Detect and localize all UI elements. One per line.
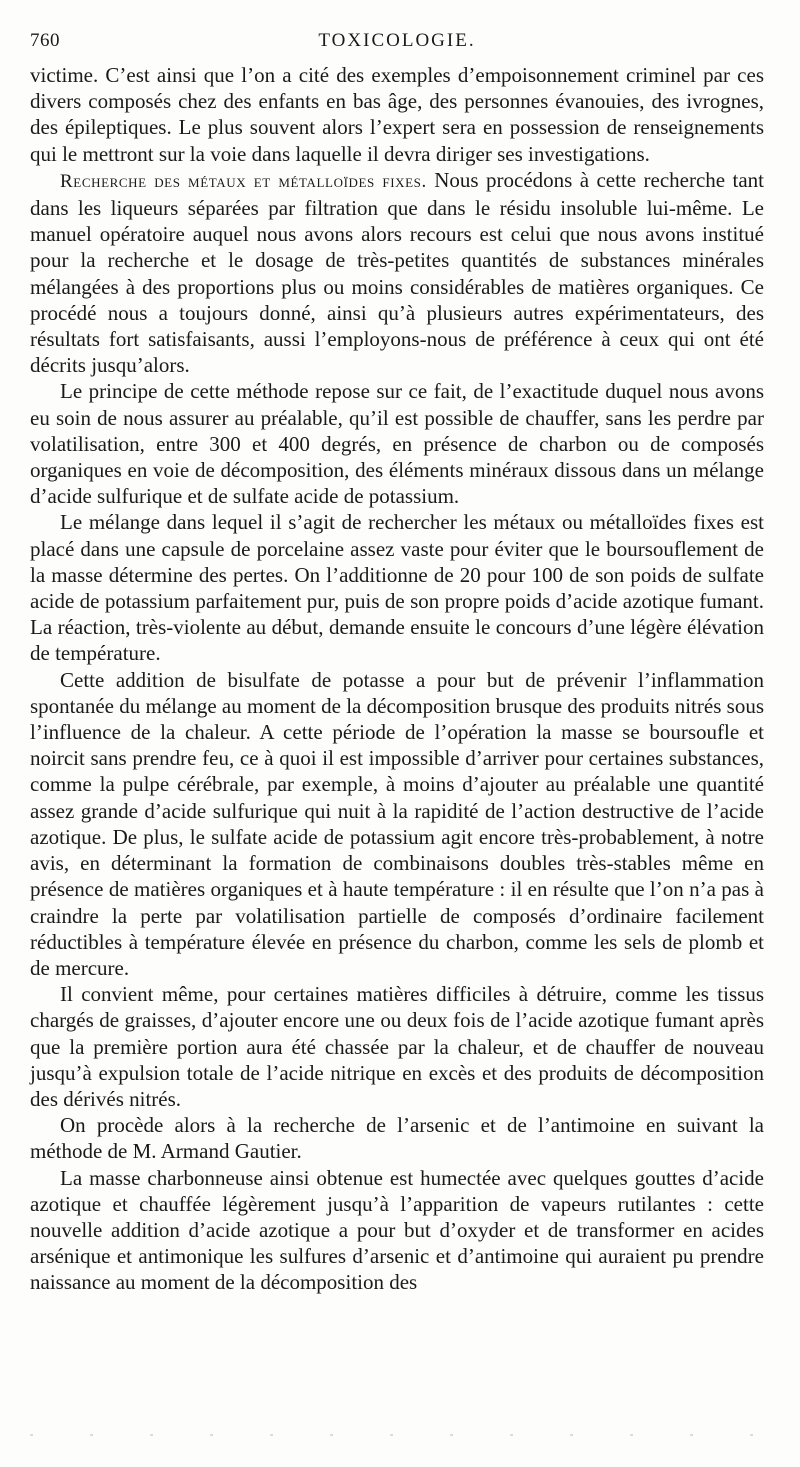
paragraph-text: On procède alors à la recherche de l’arsenic et de l’antimoine en suivant la méthode de M. Armand Gautier. [30,1113,764,1164]
section-heading: Recherche des métaux et métalloïdes fixes. [60,170,427,192]
paragraph-text: victime. C’est ainsi que l’on a cité des exemples d’empoisonnement criminel par ces divers composés chez des enfants en bas âge, des personnes évanouies, des ivrognes, des épileptiques. Le plus souvent alors l’expert sera en possession de renseignements qui le mettront sur la voie dans laquelle il devra diriger ses investigations. [30,63,764,166]
paragraph [30,167,764,379]
paragraph [30,62,764,167]
paragraph-text: La masse charbonneuse ainsi obtenue est humectée avec quelques gouttes d’acide azotique et chauffée légèrement jusqu’à l’apparition de vapeurs rutilantes : cette nouvelle addition d’acide azotique a pour but d’oxyder et de transformer en acides arsénique et antimonique les sulfures d’arsenic et d’antimoine qui auraient pu prendre naissance au moment de la décomposition des [30,1165,764,1295]
page-number: 760 [30,30,60,51]
paragraph-text: Le principe de cette méthode repose sur ce fait, de l’exactitude duquel nous avons eu soin de nous assurer au préalable, qu’il est possible de chauffer, sans les perdre par volatilisation, entre 300 et 400 degrés, en présence de charbon ou de composés organiques en voie de décomposition, des éléments minéraux dissous dans un mélange d’acide sulfurique et de sulfate acide de potassium. [30,379,764,509]
scan-artifact-divider [30,1434,764,1436]
body-text [30,62,764,1296]
paragraph-text: Cette addition de bisulfate de potasse a pour but de prévenir l’inflammation spontanée du mélange au moment de la décomposition brusque des produits nitrés sous l’influence de la chaleur. A cette période de l’opération la masse se boursoufle et noircit sans prendre feu, ce à quoi il est impossible d’arriver pour certaines substances, comme la pulpe cérébrale, par exemple, à moins d’ajouter au préalable une quantité assez grande d’acide sulfurique qui nuit à la rapidité de l’action destructive de l’acide azotique. De plus, le sulfate acide de potassium agit encore très-probablement, à notre avis, en déterminant la formation de combinaisons doubles très-stables même en présence de matières organiques et à haute température : il en résulte que l’on n’a pas à craindre la perte par volatilisation partielle de composés d’ordinaire facilement réductibles à température élevée en présence du charbon, comme les sels de plomb et de mercure. [30,667,764,980]
paragraph-text: Le mélange dans lequel il s’agit de rechercher les métaux ou métalloïdes fixes est placé dans une capsule de porcelaine assez vaste pour éviter que le boursouflement de la masse détermine des pertes. On l’additionne de 20 pour 100 de son poids de sulfate acide de potassium parfaitement pur, puis de son propre poids d’acide azotique fumant. La réaction, très-violente au début, demande ensuite le concours d’une légère élévation de température. [30,510,764,666]
paragraph-text: Nous procédons à cette recherche tant dans les liqueurs séparées par filtration que dans le résidu insoluble lui-même. Le manuel opératoire auquel nous avons alors recours est celui que nous avons institué pour la recherche et le dosage de très-petites quantités de substances minérales mélangées à des proportions plus ou moins considérables de matières organiques. Ce procédé nous a toujours donné, ainsi qu’à plusieurs autres expérimentateurs, des résultats fort satisfaisants, aussi l’employons-nous de préférence à ceux qui ont été décrits jusqu’alors. [30,167,764,378]
paragraph [30,667,764,981]
paragraph [30,1165,764,1296]
running-title: TOXICOLOGIE. [318,30,476,51]
page-header [30,28,764,62]
paragraph [30,1112,764,1164]
paragraph [30,378,764,509]
paragraph [30,981,764,1112]
paragraph [30,509,764,666]
paragraph-text: Il convient même, pour certaines matières difficiles à détruire, comme les tissus chargés de graisses, d’ajouter encore une ou deux fois de l’acide azotique fumant après que la première portion aura été chassée par la chaleur, et de chauffer de nouveau jusqu’à expulsion totale de l’acide nitrique en excès et des produits de décomposition des dérivés nitrés. [30,982,764,1111]
